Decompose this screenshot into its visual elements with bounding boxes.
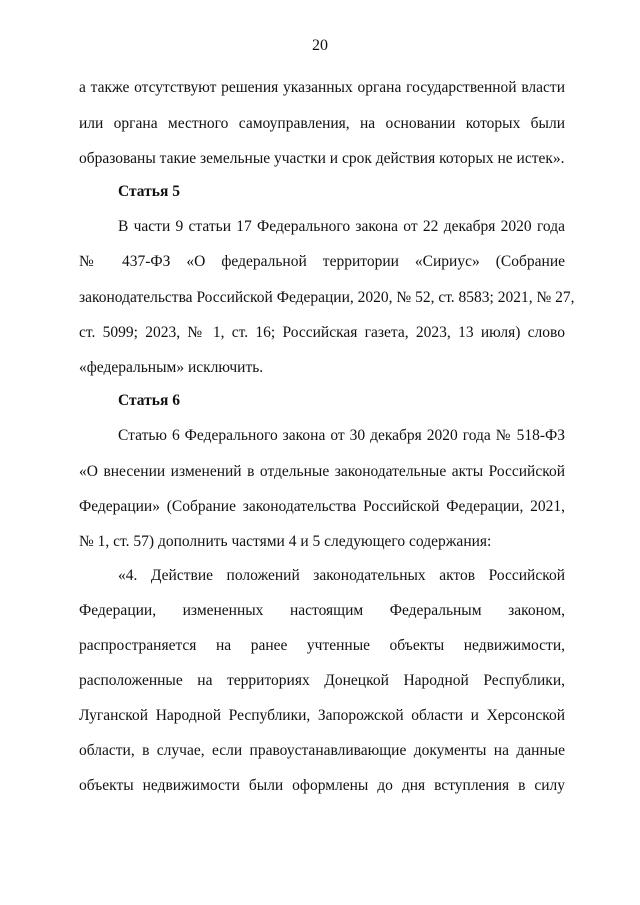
article-5-heading: Статья 5 xyxy=(118,183,180,200)
text-line: № 1, ст. 57) дополнить частями 4 и 5 следующего содержания: xyxy=(79,533,492,550)
text-line: Статью 6 Федерального закона от 30 декабря 2020 года № 518-ФЗ xyxy=(118,427,565,444)
text-line: а также отсутствуют решения указанных органа государственной власти xyxy=(79,79,565,96)
text-line: или органа местного самоуправления, на основании которых были xyxy=(79,115,565,132)
text-line: Федерации» (Собрание законодательства Российской Федерации, 2021, xyxy=(79,498,565,515)
text-line: «федеральным» исключить. xyxy=(79,359,264,376)
text-line: «О внесении изменений в отдельные законодательные акты Российской xyxy=(79,463,565,480)
text-line: В части 9 статьи 17 Федерального закона от 22 декабря 2020 года xyxy=(118,218,565,235)
text-line: Федерации, измененных настоящим Федеральным законом, xyxy=(79,602,565,619)
text-line: Луганской Народной Республики, Запорожской области и Херсонской xyxy=(79,707,565,724)
text-line: распространяется на ранее учтенные объекты недвижимости, xyxy=(79,637,565,654)
text-line: области, в случае, если правоустанавливающие документы на данные xyxy=(79,742,565,759)
text-line: ст. 5099; 2023, № 1, ст. 16; Российская газета, 2023, 13 июля) слово xyxy=(79,324,565,341)
text-line: № 437-ФЗ «О федеральной территории «Сириус» (Собрание xyxy=(79,253,565,270)
text-line: объекты недвижимости были оформлены до дня вступления в силу xyxy=(79,777,565,794)
text-line: образованы такие земельные участки и срок действия которых не истек». xyxy=(79,150,565,167)
text-line: законодательства Российской Федерации, 2020, № 52, ст. 8583; 2021, № 27, xyxy=(79,289,575,306)
text-line: расположенные на территориях Донецкой Народной Республики, xyxy=(79,672,565,689)
text-line: «4. Действие положений законодательных актов Российской xyxy=(118,567,565,584)
page-number: 20 xyxy=(312,37,328,54)
article-6-heading: Статья 6 xyxy=(118,392,180,409)
